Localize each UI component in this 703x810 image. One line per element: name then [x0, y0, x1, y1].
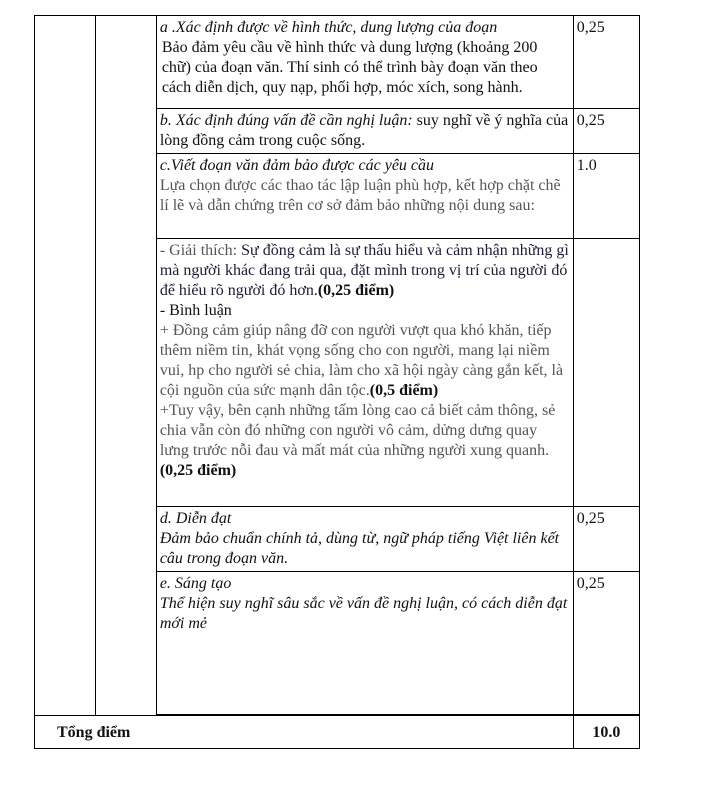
criterion-a-cell [156, 16, 573, 109]
criterion-d-cell [156, 507, 573, 572]
explain-points: (0,25 điểm) [317, 282, 395, 299]
discuss-label: - Bình luận [159, 302, 232, 319]
criterion-d-heading: d. Diễn đạt [159, 510, 232, 527]
scoring-table [34, 15, 640, 749]
score-a: 0,25 [573, 16, 639, 109]
criterion-b-body: suy nghĩ về ý nghĩa của lòng đồng cảm trong cuộc sống. [159, 112, 569, 149]
score-detail [573, 239, 639, 507]
total-value: 10.0 [573, 716, 639, 749]
criterion-c-cell [156, 154, 573, 239]
criterion-d-body: Đảm bảo chuẩn chính tả, dùng từ, ngữ pháp tiếng Việt liên kết câu trong đoạn văn. [159, 530, 560, 567]
criterion-c-body: Lựa chọn được các thao tác lập luận phù hợp, kết hợp chặt chẽ lí lẽ và dẫn chứng trên cơ sở đảm bảo những nội dung sau: [159, 177, 561, 214]
point2-text: +Tuy vậy, bên cạnh những tấm lòng cao cả biết cảm thông, sẻ chia vẫn còn đó những con người vô cảm, dửng dưng quay lưng trước nỗi đau và mất mát của những người xung quanh. [159, 402, 556, 459]
empty-cell [35, 16, 96, 716]
total-row [35, 716, 640, 749]
criterion-b-heading: b. Xác định đúng vấn đề cần nghị luận: [159, 112, 413, 129]
criterion-detail-cell [156, 239, 573, 507]
criterion-a-body: Bảo đảm yêu cầu về hình thức và dung lượng (khoảng 200 chữ) của đoạn văn. Thí sinh có thể trình bày đoạn văn theo cách diễn dịch, quy nạp, phối hợp, móc xích, song hành. [161, 39, 538, 96]
empty-cell [95, 16, 156, 716]
explain-text: Sự đồng cảm là sự thấu hiểu và cảm nhận những gì mà người khác đang trải qua, đặt mình trong vị trí của người đó để hiểu rõ người đó hơn. [159, 242, 569, 299]
criterion-e-heading: e. Sáng tạo [159, 575, 232, 592]
point2-points: (0,25 điểm) [159, 462, 237, 479]
explain-label: - Giải thích: [159, 242, 238, 259]
point1-points: (0,5 điểm) [369, 382, 439, 399]
score-e: 0,25 [573, 572, 639, 715]
criterion-a-heading: a .Xác định được về hình thức, dung lượng của đoạn [159, 19, 498, 36]
criterion-e-cell [156, 572, 573, 715]
point1-text: + Đồng cảm giúp nâng đỡ con người vượt qua khó khăn, tiếp thêm niềm tin, khát vọng sống cho con người, mang lại niềm vui, hp cho người sẻ chia, làm cho xã hội ngày càng gắn kết, là cội nguồn của sức mạnh dân tộc. [159, 322, 564, 399]
score-d: 0,25 [573, 507, 639, 572]
total-label: Tổng điểm [35, 716, 574, 749]
criterion-c-heading: c.Viết đoạn văn đảm bảo được các yêu cầu [159, 157, 435, 174]
score-b: 0,25 [573, 109, 639, 154]
table-row [35, 16, 640, 109]
criterion-e-body: Thể hiện suy nghĩ sâu sắc về vấn đề nghị luận, có cách diễn đạt mới mẻ [159, 595, 568, 632]
criterion-b-cell [156, 109, 573, 154]
score-c: 1.0 [573, 154, 639, 239]
